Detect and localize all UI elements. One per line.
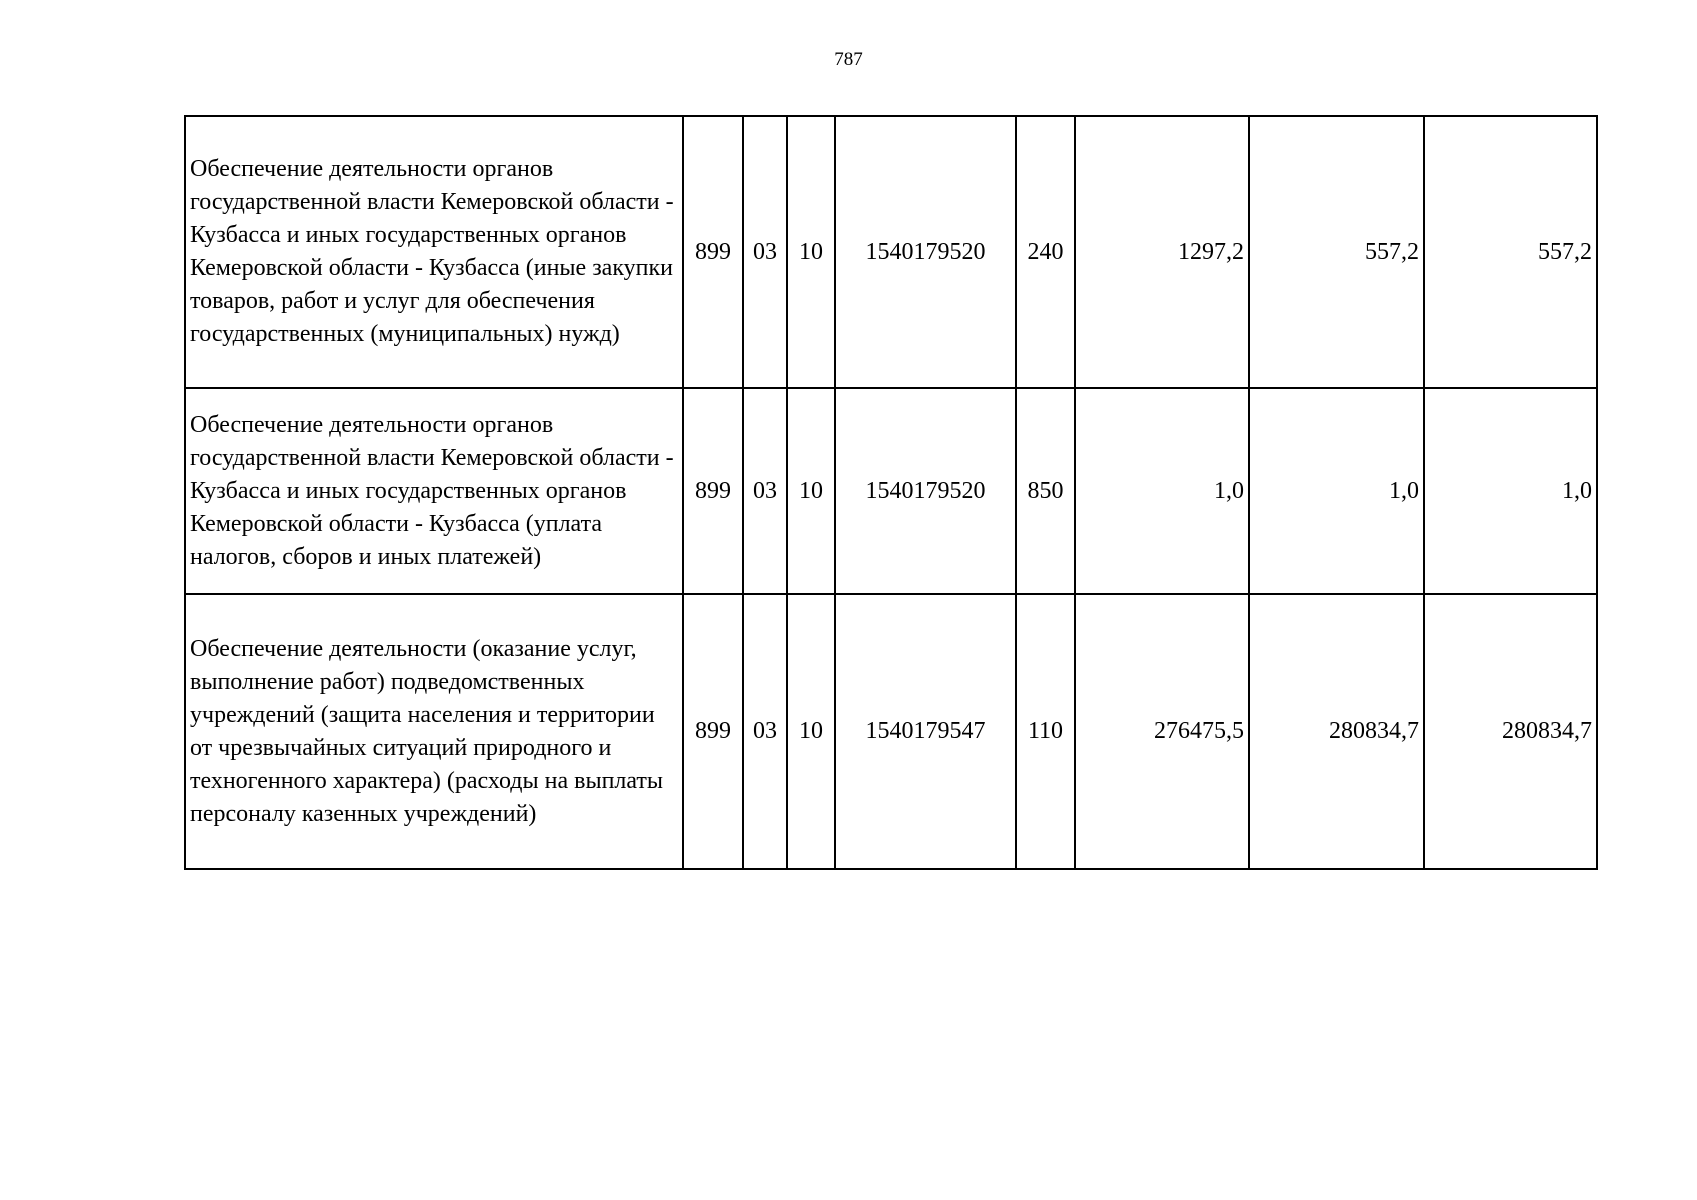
ministry-code: 899	[683, 116, 743, 388]
row-description: Обеспечение деятельности органов государственной власти Кемеровской области - Кузбасса и иных государственных органов Кемеровской области - Кузбасса (уплата налогов, сборов и иных платежей)	[185, 388, 683, 594]
table-row	[185, 116, 1597, 388]
row-description: Обеспечение деятельности органов государственной власти Кемеровской области - Кузбасса и иных государственных органов Кемеровской области - Кузбасса (иные закупки товаров, работ и услуг для обеспечения государственных (муниципальных) нужд)	[185, 116, 683, 388]
table-row	[185, 388, 1597, 594]
target-article-code: 1540179547	[835, 594, 1016, 869]
amount-3: 280834,7	[1424, 594, 1597, 869]
page-number: 787	[834, 49, 863, 70]
subsection-code: 10	[787, 116, 835, 388]
target-article-code: 1540179520	[835, 116, 1016, 388]
target-article-code: 1540179520	[835, 388, 1016, 594]
table-row	[185, 594, 1597, 869]
amount-2: 1,0	[1249, 388, 1424, 594]
amount-1: 1,0	[1075, 388, 1249, 594]
ministry-code: 899	[683, 388, 743, 594]
section-code: 03	[743, 388, 787, 594]
budget-table	[184, 115, 1598, 870]
amount-2: 280834,7	[1249, 594, 1424, 869]
amount-2: 557,2	[1249, 116, 1424, 388]
amount-3: 1,0	[1424, 388, 1597, 594]
amount-3: 557,2	[1424, 116, 1597, 388]
amount-1: 276475,5	[1075, 594, 1249, 869]
section-code: 03	[743, 594, 787, 869]
expense-type-code: 110	[1016, 594, 1075, 869]
subsection-code: 10	[787, 594, 835, 869]
amount-1: 1297,2	[1075, 116, 1249, 388]
ministry-code: 899	[683, 594, 743, 869]
expense-type-code: 850	[1016, 388, 1075, 594]
subsection-code: 10	[787, 388, 835, 594]
section-code: 03	[743, 116, 787, 388]
row-description: Обеспечение деятельности (оказание услуг, выполнение работ) подведомственных учреждений (защита населения и территории от чрезвычайных ситуаций природного и техногенного характера) (расходы на выплаты персоналу казенных учреждений)	[185, 594, 683, 869]
expense-type-code: 240	[1016, 116, 1075, 388]
